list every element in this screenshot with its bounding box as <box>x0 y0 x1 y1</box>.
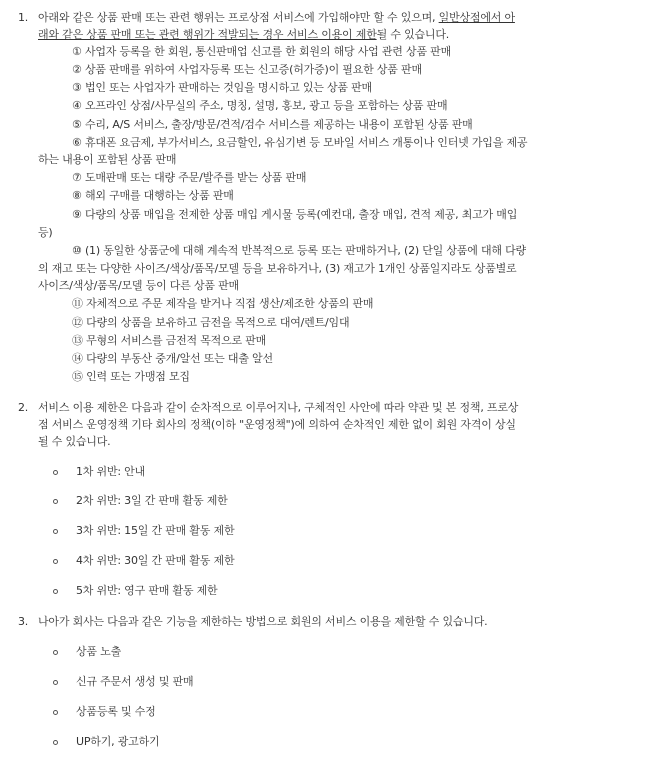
section-2-line-3: 될 수 있습니다. <box>38 435 111 448</box>
section-1-item-10-cont-1: 의 재고 또는 다양한 사이즈/색상/품목/모델 등을 보유하거나, (3) 재고가 1개인 상품일지라도 상품별로 <box>38 262 517 275</box>
section-1-item-7: ⑦ 도매판매 또는 대량 주문/발주를 받는 상품 판매 <box>72 171 307 184</box>
violation-step-3: 3차 위반: 15일 간 판매 활동 제한 <box>76 524 235 537</box>
section-1-item-13: ⑬ 무형의 서비스를 금전적 목적으로 판매 <box>72 334 267 347</box>
violation-step-5: 5차 위반: 영구 판매 활동 제한 <box>76 584 218 597</box>
section-1-item-5: ⑤ 수리, A/S 서비스, 출장/방문/견적/검수 서비스를 제공하는 내용이 포함된 상품 판매 <box>72 118 473 131</box>
restricted-feature-2: 신규 주문서 생성 및 판매 <box>76 675 194 688</box>
section-1-number: 1. <box>18 11 29 24</box>
violation-step-1: 1차 위반: 안내 <box>76 465 146 478</box>
section-1-item-10: ⑩ (1) 동일한 상품군에 대해 계속적 반복적으로 등록 또는 판매하거나, (2) 단일 상품에 대해 다량 <box>72 244 526 257</box>
section-3-text: 나아가 회사는 다음과 같은 기능을 제한하는 방법으로 회원의 서비스 이용을 제한할 수 있습니다. <box>38 615 488 628</box>
restricted-feature-3: 상품등록 및 수정 <box>76 705 156 718</box>
section-2-line-2: 점 서비스 운영정책 기타 회사의 정책(이하 "운영정책")에 의하여 순차적인 제한 없이 회원 자격이 상실 <box>38 418 516 431</box>
bullet-icon <box>53 680 58 685</box>
section-3-number: 3. <box>18 615 29 628</box>
bullet-icon <box>53 559 58 564</box>
section-1-item-6-cont: 하는 내용이 포함된 상품 판매 <box>38 153 177 166</box>
bullet-icon <box>53 589 58 594</box>
restricted-feature-4: UP하기, 광고하기 <box>76 735 160 748</box>
bullet-icon <box>53 529 58 534</box>
section-1-item-2: ② 상품 판매를 위하여 사업자등록 또는 신고증(허가증)이 필요한 상품 판매 <box>72 63 422 76</box>
section-1-intro-a: 아래와 같은 상품 판매 또는 관련 행위는 프로상점 서비스에 가입해야만 할 수 있으며, <box>38 11 436 24</box>
section-1-intro-line-2 <box>38 28 449 42</box>
section-1-item-4: ④ 오프라인 상점/사무실의 주소, 명칭, 설명, 홍보, 광고 등을 포함하는 상품 판매 <box>72 99 448 112</box>
section-1-intro-d: 될 수 있습니다. <box>376 28 450 41</box>
section-2-line-1: 서비스 이용 제한은 다음과 같이 순차적으로 이루어지나, 구체적인 사안에 따라 약관 및 본 정책, 프로상 <box>38 401 519 414</box>
bullet-icon <box>53 740 58 745</box>
bullet-icon <box>53 710 58 715</box>
section-1-item-14: ⑭ 다량의 부동산 중개/알선 또는 대출 알선 <box>72 352 273 365</box>
bullet-icon <box>53 650 58 655</box>
bullet-icon <box>53 470 58 475</box>
section-1-intro-line-1 <box>38 11 515 25</box>
section-1-item-9: ⑨ 다량의 상품 매입을 전제한 상품 매입 게시물 등록(예컨대, 출장 매입, 견적 제공, 최고가 매입 <box>72 208 518 221</box>
section-1-item-15: ⑮ 인력 또는 가맹점 모집 <box>72 370 190 383</box>
bullet-icon <box>53 499 58 504</box>
section-1-item-1: ① 사업자 등록을 한 회원, 통신판매업 신고를 한 회원의 해당 사업 관련 상품 판매 <box>72 45 452 58</box>
section-1-item-3: ③ 법인 또는 사업자가 판매하는 것임을 명시하고 있는 상품 판매 <box>72 81 372 94</box>
section-2-number: 2. <box>18 401 29 414</box>
violation-step-4: 4차 위반: 30일 간 판매 활동 제한 <box>76 554 235 567</box>
section-1-item-11: ⑪ 자체적으로 주문 제작을 받거나 직접 생산/제조한 상품의 판매 <box>72 297 374 310</box>
section-1-item-8: ⑧ 해외 구매를 대행하는 상품 판매 <box>72 189 234 202</box>
section-1-intro-b: 일반상점에서 아 <box>438 11 515 24</box>
violation-step-2: 2차 위반: 3일 간 판매 활동 제한 <box>76 494 228 507</box>
section-1-item-6: ⑥ 휴대폰 요금제, 부가서비스, 요금할인, 유심기변 등 모바일 서비스 개통이나 인터넷 가입을 제공 <box>72 136 528 149</box>
section-1-item-10-cont-2: 사이즈/색상/품목/모델 등이 다른 상품 판매 <box>38 279 239 292</box>
section-1-intro-c: 래와 같은 상품 판매 또는 관련 행위가 적발되는 경우 서비스 이용이 제한 <box>38 28 377 41</box>
restricted-feature-1: 상품 노출 <box>76 645 122 658</box>
section-1-item-12: ⑫ 다량의 상품을 보유하고 금전을 목적으로 대여/렌트/임대 <box>72 316 350 329</box>
section-1-item-9-cont: 등) <box>38 226 53 239</box>
